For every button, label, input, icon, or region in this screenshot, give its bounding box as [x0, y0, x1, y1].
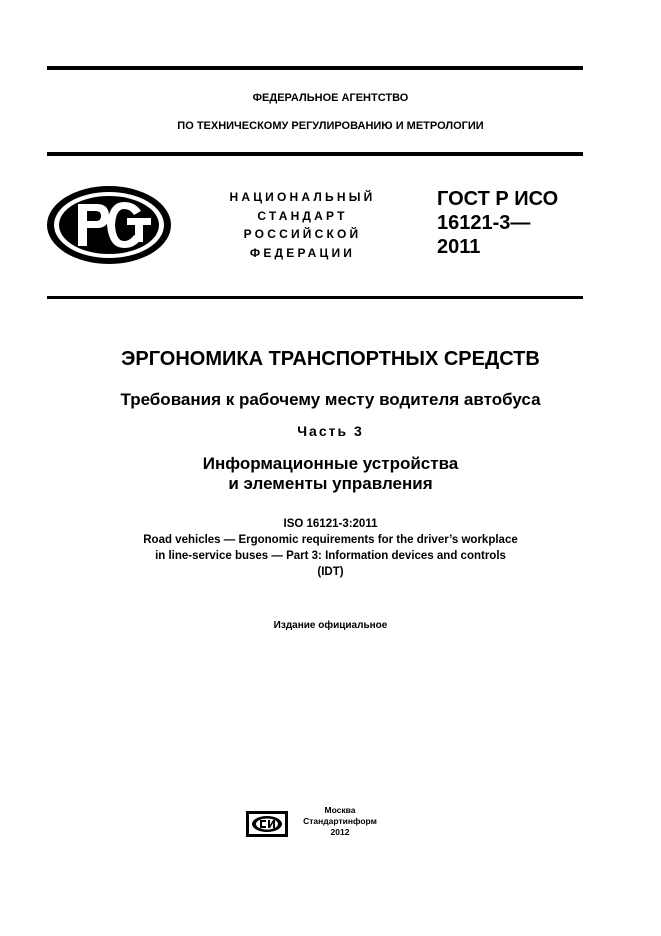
publisher-year: 2012	[330, 827, 350, 837]
designation-line-1: ГОСТ Р ИСО	[437, 188, 559, 210]
iso-line-1: ISO 16121-3:2011	[283, 518, 378, 530]
designation-line-2: 16121-3—	[437, 212, 531, 234]
part-number: Часть 3	[297, 423, 364, 439]
document-subtitle: Требования к рабочему месту водителя автобуса	[120, 390, 541, 409]
iso-line-4: (IDT)	[317, 566, 344, 578]
designation-line-3: 2011	[437, 236, 481, 258]
edition-label: Издание официальное	[273, 620, 388, 631]
agency-name-line1: ФЕДЕРАЛЬНОЕ АГЕНТСТВО	[252, 92, 409, 104]
part-title-line-1: Информационные устройства	[202, 454, 459, 473]
iso-line-2: Road vehicles — Ergonomic requirements for the driver’s workplace	[143, 534, 518, 546]
standard-designation	[437, 187, 558, 259]
part-title	[0, 454, 661, 494]
iso-line-3: in line-service buses — Part 3: Information devices and controls	[155, 550, 506, 562]
national-line-2: СТАНДАРТ	[257, 208, 348, 223]
header-separator-rule	[47, 152, 583, 156]
national-standard-label	[210, 188, 395, 262]
agency-name-line2: ПО ТЕХНИЧЕСКОМУ РЕГУЛИРОВАНИЮ И МЕТРОЛОГИИ	[177, 120, 484, 132]
standard-block-rule	[47, 296, 583, 299]
publisher-city: Москва	[324, 805, 356, 815]
rst-certification-mark-icon	[45, 184, 173, 266]
national-line-1: НАЦИОНАЛЬНЫЙ	[229, 190, 376, 204]
national-line-3: РОССИЙСКОЙ	[243, 227, 362, 241]
publisher-info	[298, 805, 382, 838]
document-title: ЭРГОНОМИКА ТРАНСПОРТНЫХ СРЕДСТВ	[121, 348, 540, 370]
part-title-line-2: и элементы управления	[228, 474, 433, 493]
top-rule	[47, 66, 583, 70]
national-line-4: ФЕДЕРАЦИИ	[249, 245, 356, 260]
iso-reference	[0, 516, 661, 580]
publisher-name: Стандартинформ	[303, 816, 377, 826]
standartinform-logo-icon	[246, 811, 288, 837]
